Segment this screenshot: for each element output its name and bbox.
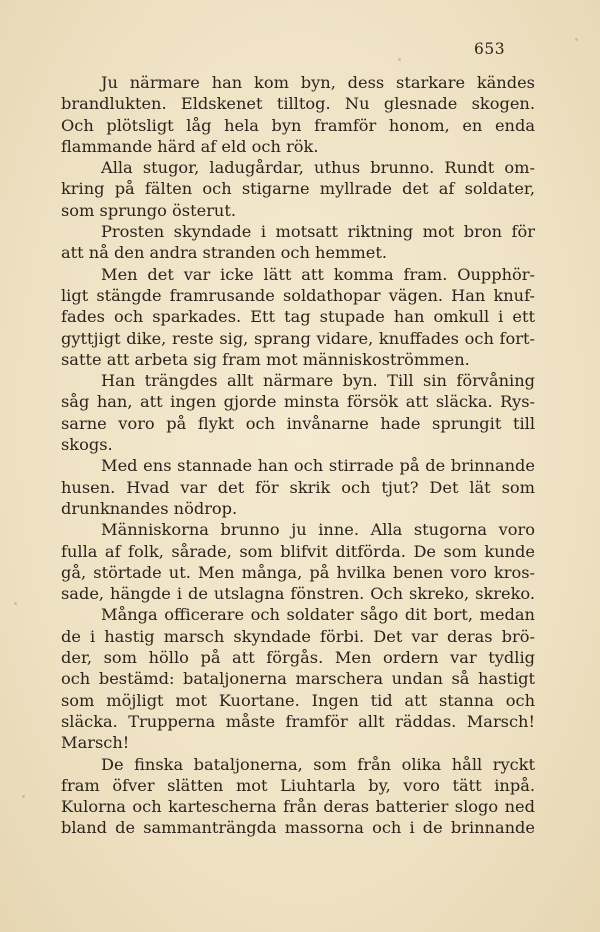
- text-line: släcka. Trupperna måste framför allt räddas. Marsch!: [61, 711, 535, 731]
- body-text: [61, 72, 535, 839]
- text-line: brandlukten. Eldskenet tilltog. Nu glesnade skogen.: [61, 94, 535, 114]
- text-line: De finska bataljonerna, som från olika håll ryckt: [101, 754, 535, 774]
- text-line: Ju närmare han kom byn, dess starkare kändes: [101, 73, 535, 92]
- text-line: Och plötsligt låg hela byn framför honom, en enda: [61, 115, 535, 135]
- text-line: sarne voro på flykt och invånarne hade sprungit till: [61, 413, 535, 433]
- text-line: kring på fälten och stigarne myllrade det af soldater,: [61, 179, 535, 199]
- paper-speck: [22, 795, 25, 798]
- text-line: Människorna brunno ju inne. Alla stugorna voro: [101, 520, 535, 540]
- text-line: som sprungo österut.: [61, 200, 237, 220]
- text-line: såg han, att ingen gjorde minsta försök att släcka. Rys-: [61, 392, 535, 412]
- page-number: 653: [474, 40, 506, 58]
- text-line: bland de sammanträngda massorna och i de brinnande: [61, 818, 535, 838]
- text-line: Prosten skyndade i motsatt riktning mot bron för: [101, 222, 535, 242]
- text-line: att nå den andra stranden och hemmet.: [61, 243, 387, 263]
- text-line: de i hastig marsch skyndade förbi. Det var deras brö-: [61, 626, 535, 646]
- text-line: gå, störtade ut. Men många, på hvilka benen voro kros-: [61, 562, 535, 582]
- text-line: drunknandes nödrop.: [61, 498, 238, 518]
- paper-speck: [398, 58, 401, 61]
- text-line: skogs.: [61, 435, 113, 455]
- paper-speck: [575, 38, 578, 41]
- text-line: satte att arbeta sig fram mot människoströmmen.: [61, 349, 470, 369]
- text-line: ligt stängde framrusande soldathopar vägen. Han knuf-: [61, 285, 535, 305]
- text-line: fram öfver slätten mot Liuhtarla by, voro tätt inpå.: [61, 775, 535, 795]
- text-line: Med ens stannade han och stirrade på de brinnande: [101, 456, 535, 476]
- text-line: husen. Hvad var det för skrik och tjut? Det lät som: [61, 477, 535, 497]
- text-line: som möjligt mot Kuortane. Ingen tid att stanna och: [61, 690, 535, 710]
- text-line: Många officerare och soldater sågo dit bort, medan: [101, 605, 535, 625]
- paper-speck: [14, 602, 17, 605]
- text-line: och bestämd: bataljonerna marschera undan så hastigt: [61, 669, 535, 689]
- text-line: Han trängdes allt närmare byn. Till sin förvåning: [101, 371, 535, 391]
- text-line: gyttjigt dike, reste sig, sprang vidare, knuffades och fort-: [61, 328, 535, 348]
- text-line: Kulorna och kartescherna från deras batterier slogo ned: [61, 797, 535, 817]
- text-line: Marsch!: [61, 733, 130, 753]
- text-line: Men det var icke lätt att komma fram. Oupphör-: [101, 264, 535, 284]
- text-line: fades och sparkades. Ett tag stupade han omkull i ett: [61, 307, 535, 327]
- text-line: Alla stugor, ladugårdar, uthus brunno. Rundt om-: [101, 158, 535, 178]
- text-line: der, som höllo på att förgås. Men ordern var tydlig: [61, 648, 535, 668]
- text-line: flammande härd af eld och rök.: [61, 136, 319, 156]
- text-line: sade, hängde i de utslagna fönstren. Och skreko, skreko.: [61, 584, 535, 604]
- text-line: fulla af folk, sårade, som blifvit ditförda. De som kunde: [61, 541, 535, 561]
